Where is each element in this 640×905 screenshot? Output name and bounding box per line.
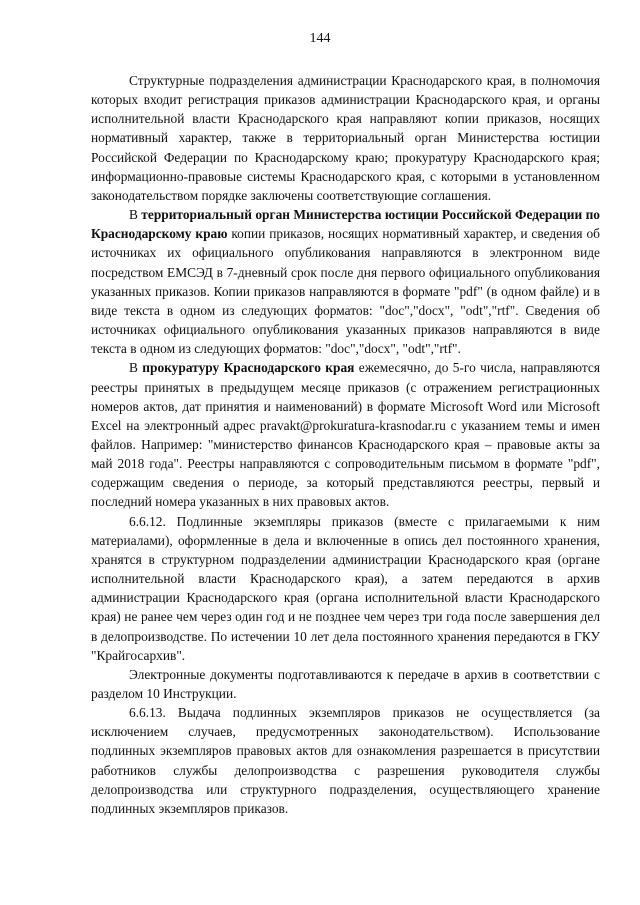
paragraph-body: копии приказов, носящих нормативный характер, и сведения об источниках их официального опубликования направляются в электронном виде посредством ЕМСЭД в 7-дневный срок после дня первого официального опубликования указанных приказов. Копии приказов направляются в формате "pdf" (в одном файле) и в виде текста в одном из следующих форматов: "doc","docx", "odt","rtf". Сведения об источниках официального опубликования указанных приказов направляются в виде текста в одном из следующих форматов: "doc","docx", "odt","rtf". xyxy=(91,226,600,357)
paragraph-6-6-12: 6.6.12. Подлинные экземпляры приказов (вместе с прилагаемыми к ним материалами), оформленные в дела и включенные в опись дел постоянного хранения, хранятся в структурном подразделении администрации Краснодарского края (органе исполнительной власти Краснодарского края), а затем передаются в архив администрации Краснодарского края (органа исполнительной власти Краснодарского края) не ранее чем через один год и не позднее чем через три года после завершения дел в делопроизводстве. По истечении 10 лет дела постоянного хранения передаются в ГКУ "Крайгосархив". xyxy=(91,513,600,663)
paragraph-lead: В xyxy=(129,207,142,223)
paragraph-electronic-documents: Электронные документы подготавливаются к передаче в архив в соответствии с разделом 10 Инструкции. xyxy=(91,666,600,701)
paragraph-ministry-of-justice xyxy=(91,205,600,358)
paragraph-prosecutor-office xyxy=(91,358,600,511)
paragraph-body: ежемесячно, до 5-го числа, направляются реестры принятых в предыдущем месяце приказов (с отражением регистрационных номеров актов, дат принятия и наименований) в формате Microsoft Word или Microsoft Excel на электронный адрес pravakt@prokuratura-krasnodar.ru с указанием темы и имен файлов. Например: "министерство финансов Краснодарского края – правовые акты за май 2018 года". Реестры направляются с сопроводительным письмом в формате "pdf", содержащим сведения о периоде, за который представляются реестры, первый и последний номера указанных в них правовых актов. xyxy=(91,360,600,510)
paragraph-bold-heading: прокуратуру Краснодарского края xyxy=(142,360,355,376)
paragraph-bold-heading: территориальный орган Министерства юстиции Российской Федерации по Краснодарскому краю xyxy=(91,207,600,242)
paragraph-lead: В xyxy=(129,360,143,376)
document-body xyxy=(91,71,600,818)
page-number: 144 xyxy=(309,31,331,46)
paragraph-structural-units: Структурные подразделения администрации Краснодарского края, в полномочия которых входит регистрация приказов администрации Краснодарского края, и органы исполнительной власти Краснодарского края направляют копии приказов, носящих нормативный характер, также в территориальный орган Министерства юстиции Российской Федерации по Краснодарскому краю; прокуратуру Краснодарского края; информационно-правовые системы Краснодарского края, с которыми в установленном законодательством порядке заключены соответствующие соглашения. xyxy=(91,73,600,203)
paragraph-6-6-13: 6.6.13. Выдача подлинных экземпляров приказов не осуществляется (за исключением случаев, предусмотренных законодательством). Использование подлинных экземпляров правовых актов для ознакомления разрешается в присутствии работников службы делопроизводства с разрешения руководителя службы делопроизводства или структурного подразделения, осуществляющего хранение подлинных экземпляров приказов. xyxy=(91,705,600,816)
